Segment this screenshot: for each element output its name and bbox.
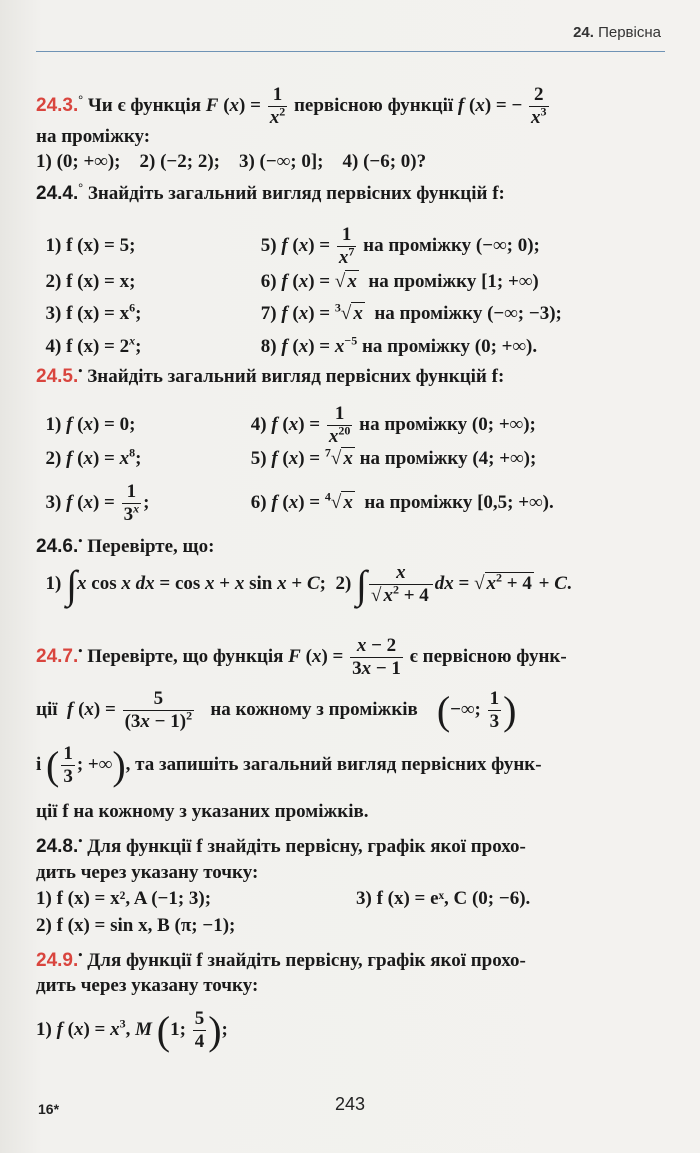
problem-24-6-title: 24.6.• Перевірте, що:	[36, 533, 215, 557]
problem-24-4-row3: 3) f $(x) = x^6$; 7) f (x) = $^3$√ x на проміжку (−∞; −3);	[45, 300, 562, 324]
problem-24-5-title: 24.5.• Знайдіть загальний вигляд первісних функцій f:	[36, 363, 505, 387]
problem-24-5-row2: 2) f $(x) = x^8$; 5) f (x) = $^7$√ x на проміжку (4; +∞);	[36, 445, 537, 469]
problem-24-9-line2: дить через указану точку:	[36, 975, 259, 996]
signature-mark: 16*	[38, 1101, 60, 1117]
section-title: 24. Первісна	[573, 24, 661, 41]
problem-24-5-row3: 3) f (x) = $\frac{1}{3^x}$ ; 6) f (x) = $^4$√ x на проміжку [0,5; +∞).	[36, 481, 554, 525]
header-rule	[36, 51, 665, 52]
problem-24-7-line2: ції f (x) = $\frac{5}{(3x - 1)^2}$ на кожному з проміжків (−∞; $\frac{1}{3}$ )	[36, 688, 517, 733]
problem-24-5-row1: 1) f (x) = 0; 4) f (x) = $\frac{1}{x^{20}}$ на проміжку (0; +∞);	[36, 403, 536, 447]
problem-24-7-line1: 24.7.• Перевірте, що функція F (x) = $\frac{x - 2}{3x - 1}$ є первісною функ-	[36, 635, 567, 679]
problem-24-9-row1: 1) f $(x) = x^3$, M (1; $\frac{5}{4}$ );	[36, 1008, 228, 1053]
problem-24-9-line1: 24.9.• Для функції f знайдіть первісну, графік якої прохо-	[36, 947, 526, 971]
problem-24-4-title: 24.4.° Знайдіть загальний вигляд первісних функцій f:	[36, 180, 505, 204]
page-number: 243	[334, 1094, 366, 1114]
problem-24-3-line2: на проміжку:	[36, 126, 151, 147]
problem-24-4-row4: 4) f $(x) = 2^x$; 8) f $(x) = x^{-5}$ на проміжку (0; +∞).	[45, 333, 538, 357]
problem-24-8-line2: дить через указану точку:	[36, 862, 259, 883]
running-header	[36, 20, 665, 52]
problem-24-8-row1: 1) f (x) = x², A (−1; 3); 3) f (x) = eˣ, C (0; −6).	[36, 888, 531, 909]
problem-24-3-options: 1) (0; +∞); 2) (−2; 2); 3) (−∞; 0]; 4) (−6; 0)?	[36, 151, 427, 172]
problem-24-8-row2: 2) f (x) = sin x, B (π; −1);	[36, 915, 236, 936]
problem-24-8-line1: 24.8.• Для функції f знайдіть первісну, графік якої прохо-	[36, 833, 526, 857]
problem-24-3-line1: 24.3.° Чи є функція F (x) = $\frac{1}{x^2}$ первісною функції f (x) = − $\frac{2}{x^3}$	[36, 84, 547, 128]
problem-24-6-items: 1) ∫x cos x dx = cos x + x sin x + C; 2) ∫ $\frac{x}{√ x^2 + 4}$ dx = √ $x^2 + 4 + C$.	[36, 562, 572, 607]
problem-number: 24.3.	[36, 94, 79, 116]
problem-24-4-row2: 2) f (x) = x; 6) f (x) = √ x на проміжку [1; +∞)	[45, 271, 539, 292]
problem-24-4-row1: 1) f (x) = 5; 5) f (x) = $\frac{1}{x^7}$ на проміжку (−∞; 0);	[45, 224, 540, 268]
problem-24-7-line4: ції f на кожному з указаних проміжків.	[36, 801, 369, 822]
problem-24-7-line3: і ( $\frac{1}{3}$ ; +∞), та запишіть загальний вигляд первісних функ-	[36, 743, 542, 788]
